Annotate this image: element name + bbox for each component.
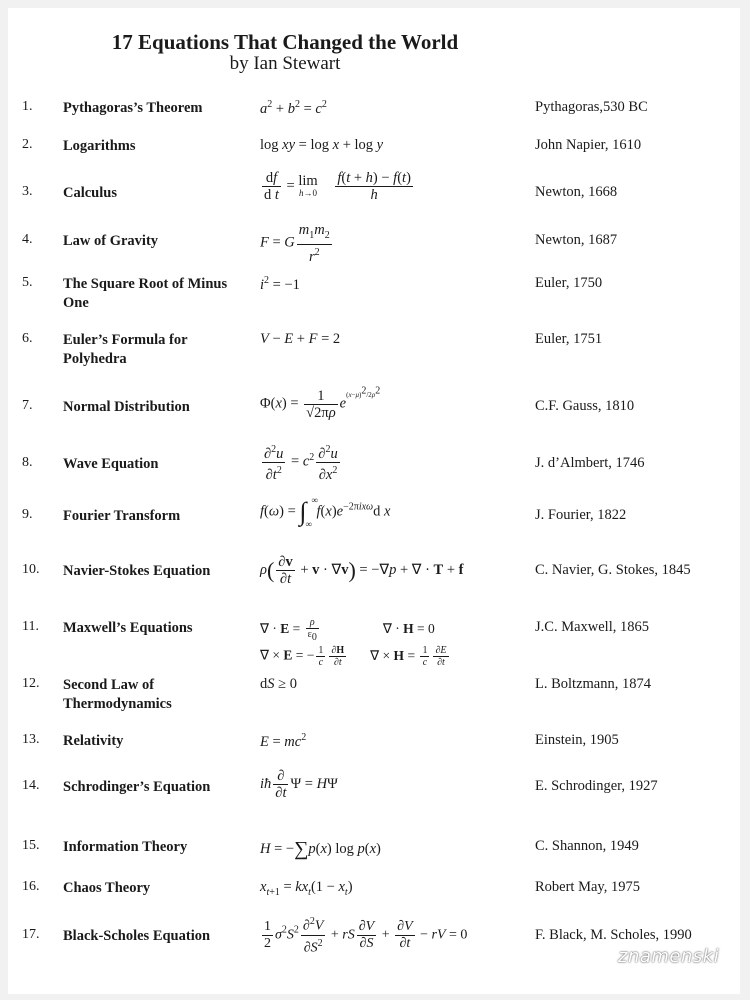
equation-credit: Newton, 1668: [535, 184, 618, 200]
row-number: 13.: [22, 732, 40, 747]
equation-credit: C.F. Gauss, 1810: [535, 398, 635, 414]
equation-name: Navier-Stokes Equation: [63, 563, 211, 579]
row-number: 10.: [22, 562, 40, 577]
row-number: 11.: [22, 619, 39, 634]
row-number: 17.: [22, 927, 40, 942]
equation-credit: J.C. Maxwell, 1865: [535, 619, 649, 635]
equation-formula: iħ $\frac{\partial}{\partial t}$ Ψ = HΨ: [260, 768, 338, 801]
equation-name: Second Law of Thermodynamics: [63, 677, 172, 712]
equation-credit: C. Navier, G. Stokes, 1845: [535, 562, 691, 578]
equation-name: Logarithms: [63, 138, 136, 154]
equation-formula: $\frac{\partial^2u}{\partial t^2}$ = $c^2$ $\frac{\partial^2u}{\partial x^2}$: [264, 444, 338, 483]
equation-name: Fourier Transform: [63, 508, 181, 524]
equation-name: Calculus: [63, 185, 117, 201]
row-number: 9.: [22, 507, 33, 522]
equation-credit: Pythagoras,530 BC: [535, 99, 648, 115]
equation-credit: J. d’Almbert, 1746: [535, 455, 645, 471]
equation-formula: ρ( $\frac{\partial v}{\partial t}$ + v · ∇v) = −∇p + ∇ · T + f: [260, 554, 464, 587]
row-number: 2.: [22, 137, 33, 152]
row-number: 14.: [22, 778, 40, 793]
equation-formula: $\frac{df}{\text{d t}}$ = lim h→0 $\frac{f(t + h) - f(t)}{h}$: [264, 170, 411, 203]
row-number: 3.: [22, 184, 33, 199]
row-number: 5.: [22, 275, 33, 290]
page-subtitle: by Ian Stewart: [229, 53, 341, 74]
equation-formula: $E = mc^2$: [260, 732, 307, 750]
equation-formula: $a^2 + b^2 = c^2$: [260, 99, 327, 117]
equation-formula: V − E + F = 2: [260, 331, 341, 347]
row-number: 7.: [22, 398, 33, 413]
equation-formula: Φ(x) = $\frac{1}{√2\pi\rho}$ $e^{(x-\mu)^2/2\rho^2}$: [260, 386, 381, 421]
row-number: 8.: [22, 455, 33, 470]
equation-formula: $\frac{1}{2}$ $\sigma^2S^2$ $\frac{\partial^2V}{\partial S^2}$ + rS $\frac{\partial V}{\partial S}$ + $\frac{\partial V}{\partial t}$ − rV = 0: [264, 916, 468, 956]
equation-credit: C. Shannon, 1949: [535, 838, 639, 854]
equation-credit: Einstein, 1905: [535, 732, 619, 748]
equation-credit: Euler, 1750: [535, 275, 603, 291]
row-number: 4.: [22, 232, 33, 247]
equation-credit: Newton, 1687: [535, 232, 618, 248]
equation-credit: L. Boltzmann, 1874: [535, 676, 651, 692]
equation-formula: f(ω) = ∫ ∞ ∞ $f(x)e^{-2\pi ix\omega}d$ x: [260, 495, 391, 529]
row-number: 16.: [22, 879, 40, 894]
row-number: 12.: [22, 676, 40, 691]
equation-formula: log xy = log x + log y: [260, 137, 384, 153]
equation-name: Chaos Theory: [63, 880, 151, 896]
equation-formula: F = G $\frac{m_1m_2}{r^2}$: [260, 222, 330, 265]
watermark: znamenski: [618, 946, 720, 967]
equation-name: Wave Equation: [63, 456, 159, 472]
equation-formula: $x_{t+1} = kx_t(1 - x_t)$: [260, 879, 353, 898]
equation-credit: Euler, 1751: [535, 331, 603, 347]
equation-credit: Robert May, 1975: [535, 879, 640, 895]
equation-formula: dS ≥ 0: [260, 676, 297, 692]
row-number: 15.: [22, 838, 40, 853]
equation-name: Maxwell’s Equations: [63, 620, 193, 636]
equation-credit: F. Black, M. Scholes, 1990: [535, 927, 692, 943]
equation-credit: J. Fourier, 1822: [535, 507, 627, 523]
equation-name: Schrodinger’s Equation: [63, 779, 211, 795]
page-title: 17 Equations That Changed the World: [111, 30, 459, 54]
equation-name: Law of Gravity: [63, 233, 159, 249]
row-number: 1.: [22, 99, 33, 114]
equation-credit: E. Schrodinger, 1927: [535, 778, 658, 794]
equation-formula: ∇ · E = $\frac{\rho}{\varepsilon_0}$ ∇ · H = 0 ∇ × E = − $\frac{1}{c}$ $\frac{\partial H}{\partial t}$ ∇ × H = $\frac{1}{c}$ $\frac{\partial E}{\partial t}$: [260, 617, 447, 668]
equation-name: Information Theory: [63, 839, 188, 855]
equation-name: Black-Scholes Equation: [63, 928, 211, 944]
equation-name: Relativity: [63, 733, 124, 749]
equation-name: Euler’s Formula for Polyhedra: [63, 332, 188, 367]
row-number: 6.: [22, 331, 33, 346]
equation-formula: H = −∑p(x) log p(x): [260, 838, 381, 860]
equation-name: Normal Distribution: [63, 399, 190, 415]
equation-name: Pythagoras’s Theorem: [63, 100, 203, 116]
equation-formula: $i^2 = -1$: [260, 275, 300, 293]
equation-credit: John Napier, 1610: [535, 137, 642, 153]
equation-name: The Square Root of Minus One: [63, 276, 228, 311]
